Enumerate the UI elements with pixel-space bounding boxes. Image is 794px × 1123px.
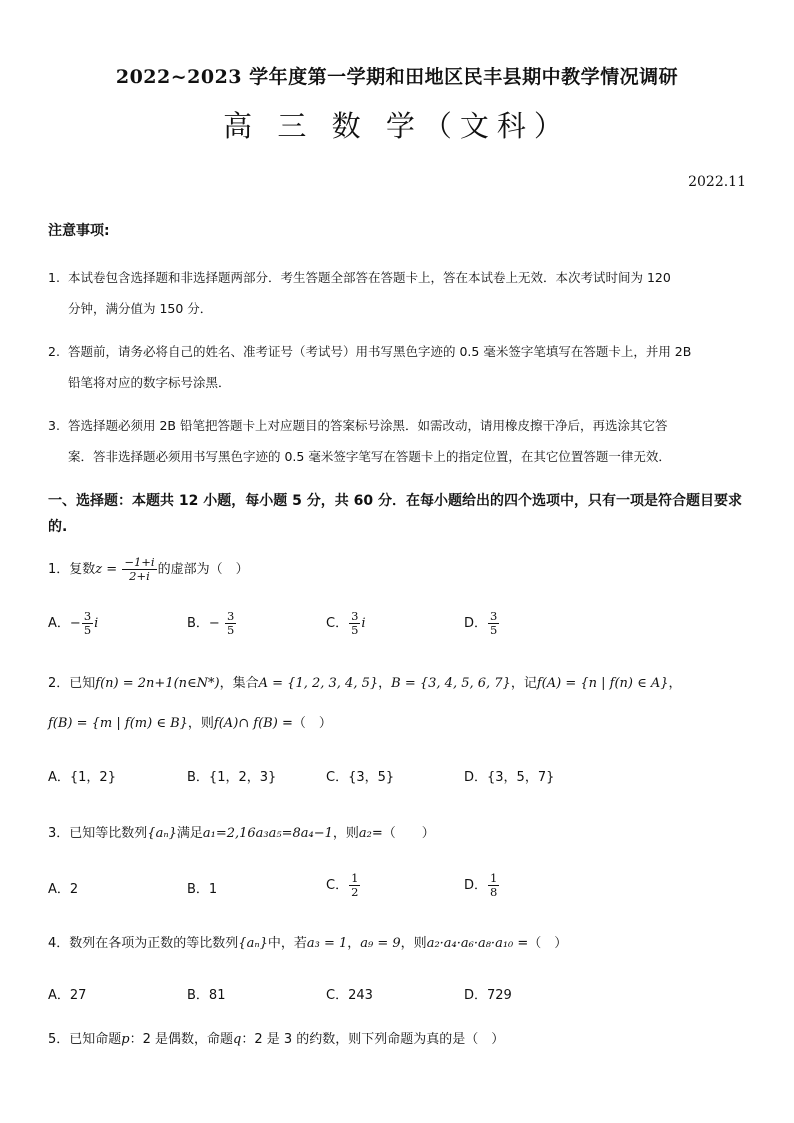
option-b[interactable]: B．81	[187, 988, 226, 1003]
fraction: $\frac{1}{8}$	[490, 871, 498, 899]
notice-item-3: 3. 答选择题必须用 2B 铅笔把答题卡上对应题目的答案标号涂黑．如需改动，请用橡皮擦干净后，再选涂其它答 案．答非选择题必须用书写黑色字迹的 0.5 毫米签字笔写在答题卡上的指定位置，在其它位置答题一律无效．	[48, 418, 671, 464]
fraction: $\frac{-1+i}{2+i}$	[124, 555, 155, 583]
option-b[interactable]: B．1	[187, 882, 218, 897]
question-2-line-2: f(B) = {m | f(m) ∈ B}，则f(A)∩ f(B) =（ ）	[48, 716, 332, 731]
option-b[interactable]: B．− $\frac{3}{5}$	[187, 609, 235, 637]
option-c[interactable]: C．243	[326, 988, 373, 1003]
option-d[interactable]: D．729	[464, 988, 512, 1003]
option-b[interactable]: B．{1，2，3}	[187, 770, 277, 785]
option-a[interactable]: A．{1，2}	[48, 770, 116, 785]
section-heading: 一、选择题：本题共 12 小题，每小题 5 分，共 60 分．在每小题给出的四个选项中，只有一项是符合题目要求 的.	[48, 493, 742, 535]
question-1: 1．复数z = $\frac{-1+i}{2+i}$ 的虚部为（ ）	[48, 555, 249, 583]
option-a[interactable]: A．− $\frac{3}{5}$ i	[48, 609, 99, 637]
option-d[interactable]: D． $\frac{1}{8}$	[464, 871, 498, 899]
question-3: 3．已知等比数列{aₙ}满足a₁=2,16a₃a₅=8a₄−1，则a₂=（ ）	[48, 826, 435, 841]
exam-title: 2022~2023 学年度第一学期和田地区民丰县期中教学情况调研	[115, 66, 679, 88]
exam-date: 2022.11	[688, 174, 746, 190]
option-d[interactable]: D．{3，5，7}	[464, 770, 555, 785]
question-2: 2．已知f(n) = 2n+1(n∈N*)，集合A = {1, 2, 3, 4, 5}，B = {3, 4, 5, 6, 7}，记f(A) = {n | f(n) ∈ A}，	[48, 676, 682, 691]
fraction: $\frac{3}{5}$	[490, 609, 498, 637]
option-a[interactable]: A．2	[48, 882, 79, 897]
option-d[interactable]: D． $\frac{3}{5}$	[464, 609, 498, 637]
fraction: $\frac{3}{5}$	[83, 609, 92, 637]
question-5: 5．已知命题p：2 是偶数，命题q：2 是 3 的约数，则下列命题为真的是（ ）	[48, 1032, 505, 1047]
option-c[interactable]: C． $\frac{1}{2}$	[326, 871, 359, 899]
notice-item-1: 1. 本试卷包含选择题和非选择题两部分．考生答题全部答在答题卡上，答在本试卷上无效．本次考试时间为 120 分钟，满分值为 150 分．	[48, 270, 671, 316]
fraction: $\frac{3}{5}$	[351, 609, 359, 637]
subject-title: 高 三 数 学（文科）	[223, 109, 571, 143]
notice-title: 注意事项:	[48, 223, 110, 239]
option-c[interactable]: C．{3，5}	[326, 770, 395, 785]
option-a[interactable]: A．27	[48, 988, 87, 1003]
question-4: 4．数列在各项为正数的等比数列{aₙ}中，若a₃ = 1，a₉ = 9，则a₂·a₄·a₆·a₈·a₁₀ =（ ）	[48, 936, 568, 951]
option-c[interactable]: C． $\frac{3}{5}$ i	[326, 609, 366, 637]
fraction: $\frac{1}{2}$	[351, 871, 359, 899]
notice-item-2: 2. 答题前，请务必将自己的姓名、准考证号（考试号）用书写黑色字迹的 0.5 毫米签字笔填写在答题卡上，并用 2B 铅笔将对应的数字标号涂黑．	[48, 344, 692, 390]
fraction: $\frac{3}{5}$	[226, 609, 235, 637]
